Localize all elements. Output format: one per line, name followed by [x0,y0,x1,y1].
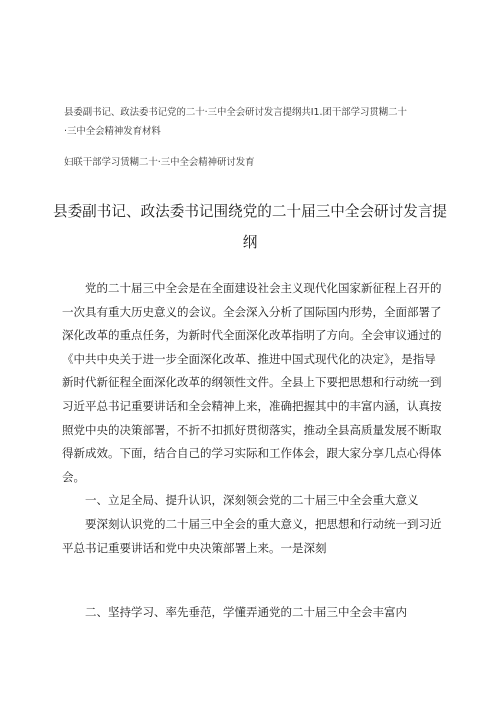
section-heading-1: 一、立足全局、提升认识，深刻领会党的二十届三中全会重大意义 [85,493,419,508]
related-documents-list [64,103,449,141]
document-body [62,277,442,560]
body-paragraph-intro: 党的二十届三中全会是在全面建设社会主义现代化国家新征程上召开的一次具有重大历史意义的会议。全会深入分析了国际国内形势，全面部署了深化改革的重点任务，为新时代全面深化改革指明了方向。全会审议通过的《中共中央关于进一步全面深化改革、推进中国式现代化的决定》，是指导新时代新征程全面深化改革的纲领性文件。全县上下要把思想和行动统一到习近平总书记重要讲话和全会精神上来，准确把握其中的丰富内涵，认真按照党中央的决策部署，不折不扣抓好贯彻落实，推动全县高质量发展不断取得新成效。下面，结合自己的学习实际和工作体会，跟大家分享几点心得体会。 [62,281,442,484]
related-document-title-1: 县委副书记、政法委书记党的二十·三中全会研讨发言提纲共I1.团干部学习贯糊二十 [64,107,407,118]
document-title: 县委副书记、政法委书记围绕党的二十届三中全会研讨发言提纲 [52,203,448,251]
related-document-title-1-continued: ·三中全会精神发育材料 [64,126,161,137]
body-paragraph-section-1: 要深刻认识党的二十届三中全会的重大意义，把思想和行动统一到习近平总书记重要讲话和党中央决策部署上来。一是深刻 [62,516,442,555]
related-document-title-2: 妇联干部学习赁糊二十·三中全会精神研讨发育 [64,157,255,168]
section-heading-2: 二、坚持学习、率先垂范，学懂弄通党的二十届三中全会丰富内 [85,605,407,619]
